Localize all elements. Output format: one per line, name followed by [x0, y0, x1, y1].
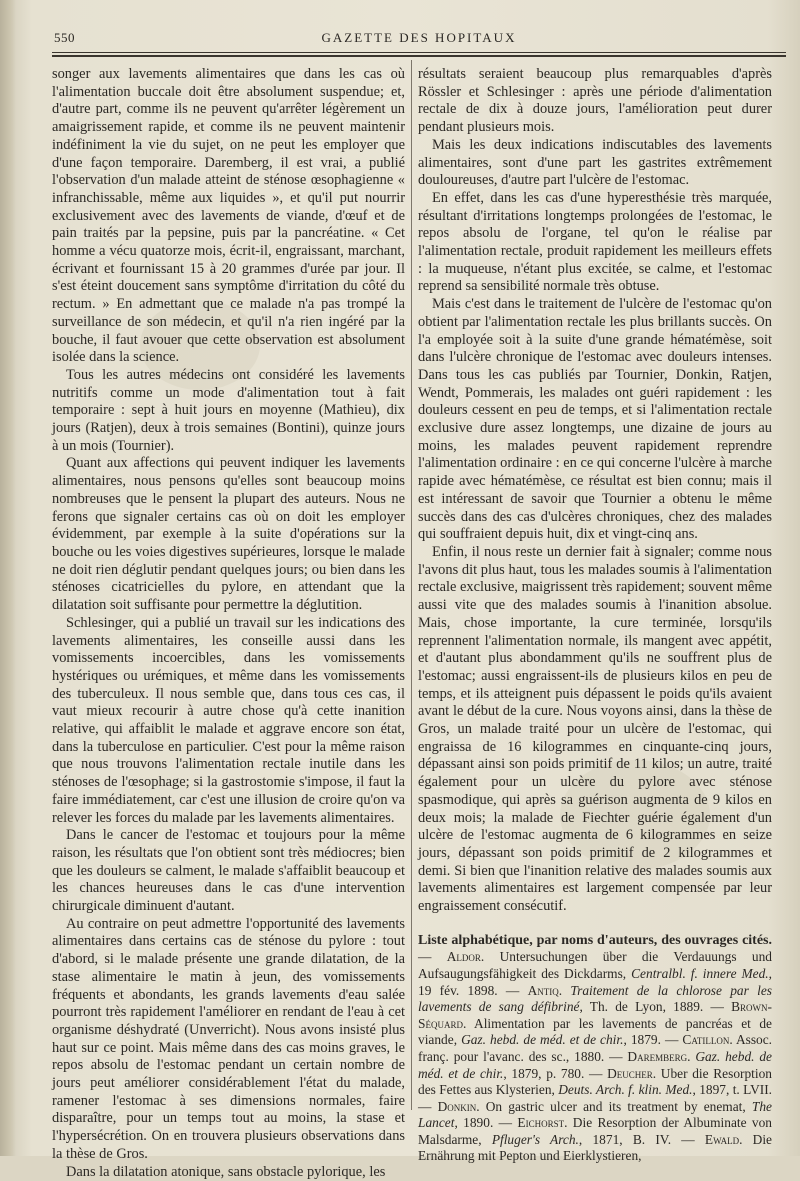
paragraph: En effet, dans les cas d'une hyperesthésie très marquée, résultant d'irritations longtemps prolongées de l'estomac, le repos absolu de l'organe, tel qu'on le réalise par l'alimentation rectale, produit rapidement les meilleurs effets : la muqueuse, n'étant plus excitée, se calme, et l'estomac reprend sa sensibilité normale très obtuse.: [418, 189, 772, 295]
paragraph: Dans le cancer de l'estomac et toujours pour la même raison, les résultats que l'on obtient sont très médiocres; bien que les douleurs se calment, le malade s'affaiblit beaucoup et les chances heureuses dans le cas d'une intervention chirurgicale diminuent d'autant.: [52, 827, 405, 915]
bibliography-entry: — Ewald. Die Ernährung mit Pepton und Eierklystieren,: [418, 1131, 772, 1164]
bibliography-reference: , Th. de Lyon, 1889.: [579, 999, 704, 1015]
bibliography-reference: , 19 fév. 1898.: [418, 965, 772, 998]
page-binding-shadow: [0, 0, 16, 1156]
bibliography-entry: — Brown-Séquard. Alimentation par les lavements de pancréas et de viande, Gaz. hebd. de méd. et de chir., 1879.: [418, 999, 772, 1048]
bibliography-author: Aldor.: [446, 949, 485, 965]
right-column: [418, 66, 772, 1165]
bibliography-author: Donkin.: [437, 1098, 480, 1114]
bibliography-journal: Deuts. Arch. f. klin. Med.: [558, 1082, 693, 1098]
paragraph: Tous les autres médecins ont considéré les lavements nutritifs comme un mode d'alimentation tout à fait temporaire : sept à huit jours en moyenne (Mathieu), dix jours (Ratjen), deux à trois semaines (Bontini), quinze jours à un mois (Tournier).: [52, 366, 405, 454]
bibliography-reference: , 1897, t. LVII.: [692, 1082, 773, 1098]
paragraph: Mais c'est dans le traitement de l'ulcère de l'estomac qu'on obtient par l'alimentation rectale les plus brillants succès. On l'a employée soit à la suite d'une grande hématémèse, soit dans l'ulcère chronique de l'estomac avec douleurs intenses. Dans tous les cas publiés par Tournier, Donkin, Ratjen, Wendt, Pommerais, les malades ont guéri rapidement : les douleurs cessent en peu de temps, et si l'alimentation rectale exclusive dure assez longtemps, une dizaine de jours au moins, les malades peuvent rapidement reprendre l'alimentation ordinaire : en ce qui concerne l'ulcère à marche rapide avec hématémèse, ce résultat est bien connu; mais il est intéressant de savoir que Tournier a obtenu le même succès dans des cas d'ulcères chroniques, chez des malades qui souffraient depuis huit, dix et vingt-cinq ans.: [418, 296, 772, 543]
bibliography-author: Deucher.: [607, 1065, 657, 1081]
bibliography: [418, 932, 772, 1165]
bibliography-journal: Traitement de la chlorose par les lavements de sang défibriné: [418, 982, 772, 1015]
bibliography-entry: — Antiq. Traitement de la chlorose par les lavements de sang défibriné, Th. de Lyon, 1889.: [418, 982, 772, 1015]
bibliography-title: Assoc. franç. pour l'avanc. des sc., 1880.: [418, 1032, 773, 1064]
bibliography-author: Brown-Séquard.: [418, 999, 772, 1031]
bibliography-entry: — Daremberg. Gaz. hebd. de méd. et de chir., 1879, p. 780.: [418, 1048, 772, 1081]
bibliography-author: Antiq.: [527, 982, 563, 998]
bibliography-entry: — Catillon. Assoc. franç. pour l'avanc. des sc., 1880.: [418, 1032, 773, 1064]
paragraph: Schlesinger, qui a publié un travail sur les indications des lavements alimentaires, les conseille aussi dans les vomissements incoercibles, dans les vomissements hystériques ou urémiques, et même dans les vomissements des tuberculeux. Il nous semble que, dans tous ces cas, il vaut mieux recourir à autre chose qu'à cette inanition relative, qui affaiblit le malade et aggrave encore son état, dans la tuberculose en particulier. C'est pour la même raison que nous trouvons l'alimentation rectale inutile dans les sténoses de l'œsophage; si la gastrostomie s'impose, il faut la faire immédiatement, car c'est une illusion de croire qu'on va relever les forces du malade par les lavements alimentaires.: [52, 614, 405, 826]
column-divider: [411, 60, 412, 1110]
bibliography-heading: Liste alphabétique, par noms d'auteurs, des ouvrages cités.: [418, 932, 772, 948]
bibliography-title: Die Ernährung mit Pepton und Eierklystieren,: [418, 1131, 772, 1164]
bibliography-title: Untersuchungen über die Verdauungs und Aufsaugungsfähigkeit des Dickdarms,: [418, 949, 772, 981]
bibliography-title: Die Resorption der Albuminate von Malsdarme,: [418, 1115, 772, 1147]
bibliography-author: Eichorst.: [517, 1115, 568, 1131]
bibliography-title: On gastric ulcer and its treatment by enemat,: [479, 1098, 752, 1114]
bibliography-reference: , 1879, p. 780.: [503, 1065, 585, 1081]
left-column: [52, 66, 405, 1181]
running-head: GAZETTE DES HOPITAUX: [321, 30, 517, 45]
bibliography-title: Uber die Resorption des Fettes aus Klysterien,: [418, 1065, 773, 1098]
bibliography-entry: — Eichorst. Die Resorption der Albuminate von Malsdarme, Pfluger's Arch., 1871, B. IV.: [418, 1115, 772, 1147]
bibliography-reference: , 1879.: [623, 1032, 661, 1048]
bibliography-title: Alimentation par les lavements de pancréas et de viande,: [418, 1015, 772, 1048]
bibliography-author: Catillon.: [682, 1032, 733, 1048]
bibliography-entries: [418, 949, 772, 1163]
paragraph: Au contraire on peut admettre l'opportunité des lavements alimentaires dans certains cas de sténose du pylore : tout d'abord, si le malade présente une grande dilatation, de la stase alimentaire le matin à jeun, des vomissements fréquents et abondants, les grands lavements d'eau salée pourront très rapidement l'améliorer en rendant de l'eau à cet organisme déshydraté (Unverricht). Nous avons insisté plus haut sur ce point. Mais même dans des cas moins graves, le repos absolu de l'estomac pendant un certain nombre de jours peut améliorer considérablement l'état du malade, ramener l'estomac à ses dimensions normales, faire disparaître, pour un temps tout au moins, la stase et l'hypersécrétion. On en trouvera plusieurs observations dans la thèse de Gros.: [52, 915, 405, 1162]
paragraph: songer aux lavements alimentaires que dans les cas où l'alimentation buccale doit être absolument suspendue; et, d'autre part, comme ils ne peuvent qu'arrêter légèrement un amaigrissement rapide, et comme ils ne peuvent maintenir indéfiniment la vie du sujet, on ne peut les employer que d'une façon temporaire. Daremberg, il est vrai, a publié l'observation d'un malade atteint de sténose œsophagienne « infranchissable, même aux liquides », et qu'il put nourrir exclusivement avec des lavements de viande, d'œuf et de pain traités par la pepsine, puis par la pancréatine. « Cet homme a vécu quatorze mois, écrit-il, engraissant, marchant, écrivant et fournissant 15 à 20 grammes d'urée par jour. Il s'est éteint doucement sans symptôme d'irritation du côté du rectum. » En admettant que ce malade n'a pas trompé la surveillance de son médecin, et qu'il n'a rien ingéré par la bouche, il faut avouer que cette observation est absolument isolée dans la science.: [52, 66, 405, 366]
bibliography-author: Daremberg.: [627, 1048, 691, 1064]
bibliography-entry: — Deucher. Uber die Resorption des Fettes aus Klysterien, Deuts. Arch. f. klin. Med., 1897, t. LVII.: [418, 1065, 773, 1098]
header-rule: [52, 52, 786, 53]
paragraph: Quant aux affections qui peuvent indiquer les lavements alimentaires, nous pensons qu'elles sont beaucoup moins nombreuses que le pensent la plupart des auteurs. Nous ne ferons que signaler certains cas où on doit les employer évidemment, par exemple à la suite d'opérations sur la bouche ou les voies digestives supérieures, lorsque le malade ne doit rien déglutir pendant quelques jours; ou bien dans les sténoses cicatricielles du pylore, en attendant que la dilatation soit suffisante pour permettre la déglutition.: [52, 455, 405, 614]
paragraph: résultats seraient beaucoup plus remarquables d'après Rössler et Schlesinger : après une période d'alimentation rectale de dix à douze jours, l'amélioration peut durer pendant plusieurs mois.: [418, 66, 772, 136]
bibliography-journal: Pfluger's Arch.: [491, 1131, 579, 1147]
page-number: 550: [54, 30, 75, 45]
page-header: [52, 28, 786, 50]
bibliography-journal: Gaz. hebd. de méd. et de chir.: [418, 1048, 772, 1081]
bibliography-entry: — Aldor. Untersuchungen über die Verdauungs und Aufsaugungsfähigkeit des Dickdarms, Centralbl. f. innere Med., 19 fév. 1898.: [418, 949, 772, 998]
bibliography-entry: — Donkin. On gastric ulcer and its treatment by enemat, The Lancet, 1890.: [418, 1098, 772, 1131]
header-rule-thick: [52, 55, 786, 57]
bibliography-reference: , 1890.: [454, 1115, 494, 1131]
bibliography-author: Ewald.: [704, 1131, 743, 1147]
paragraph: Dans la dilatation atonique, sans obstacle pylorique, les: [66, 1163, 386, 1180]
bibliography-journal: Centralbl. f. innere Med.: [631, 965, 769, 981]
paragraph: Mais les deux indications indiscutables des lavements alimentaires, sont d'une part les gastrites extrêmement douloureuses, d'autre part l'ulcère de l'estomac.: [418, 136, 772, 189]
bibliography-journal: Gaz. hebd. de méd. et de chir.: [461, 1032, 624, 1048]
bibliography-journal: The Lancet: [418, 1098, 772, 1131]
bibliography-reference: , 1871, B. IV.: [578, 1131, 672, 1147]
paragraph: Enfin, il nous reste un dernier fait à signaler; comme nous l'avons dit plus haut, tous les malades soumis à l'alimentation rectale exclusive, maigrissent très rapidement; souvent même aussi vite que des malades soumis à l'inanition absolue. Mais, chose importante, la cure terminée, lorsqu'ils reprennent l'alimentation normale, ils mangent avec appétit, et d'autant plus abondamment qu'ils ne souffrent plus de l'estomac; aussi engraissent-ils de plusieurs kilos en peu de temps, et ils atteignent puis dépassent le poids qu'ils avaient avant le début de la cure. Nous voyons ainsi, dans la thèse de Gros, un malade traité pour un ulcère de l'estomac, qui engraissa de 16 kilogrammes en cinquante-cinq jours, dépassant ainsi son poids primitif de 11 kilos; un autre, traité également pour un ulcère du pylore avec sténose spasmodique, qui après sa guérison augmenta de 9 kilos en deux mois; la malade de Fiechter guérie également d'un ulcère de l'estomac augmenta de 6 kilogrammes en seize jours, dépassant son poids primitif de 2 kilogrammes et demi. Si bien que l'inanition relative des malades soumis aux lavements alimentaires est largement compensée par leur engraissement consécutif.: [418, 543, 772, 915]
